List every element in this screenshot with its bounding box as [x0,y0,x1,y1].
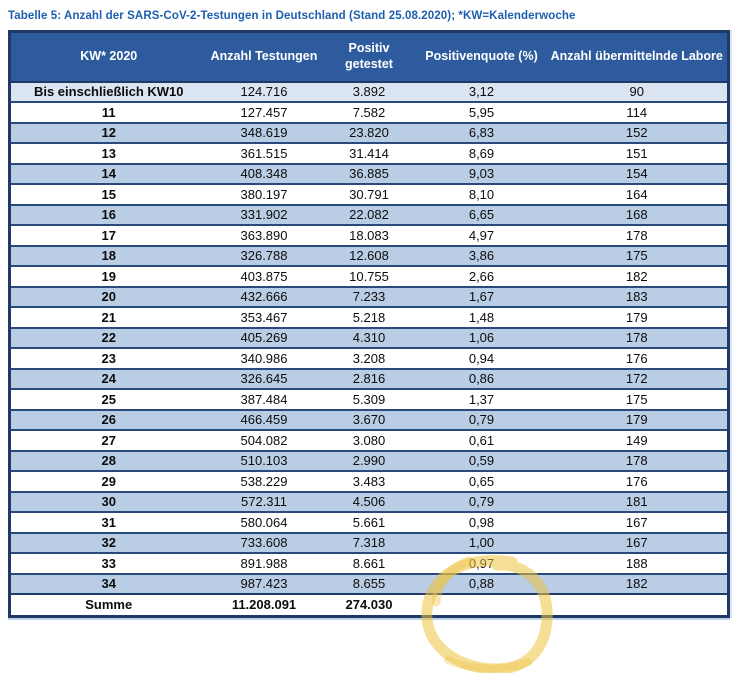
table-cell: 152 [547,123,729,144]
table-body [10,82,729,617]
table-cell: 733.608 [207,533,322,554]
table-row [10,369,729,390]
column-header-positiv-getestet: Positiv getestet [322,32,417,82]
table-cell: 0,65 [417,471,547,492]
table-cell: 22 [10,328,207,349]
table-cell: 31.414 [322,143,417,164]
table-row [10,123,729,144]
table-cell: 6,83 [417,123,547,144]
table-cell: 176 [547,471,729,492]
table-cell: 33 [10,553,207,574]
table-cell: 504.082 [207,430,322,451]
column-header-kw: KW* 2020 [10,32,207,82]
table-cell: 0,79 [417,492,547,513]
table-cell: 181 [547,492,729,513]
summary-row [10,594,729,616]
table-cell: 178 [547,328,729,349]
table-cell: 175 [547,246,729,267]
column-header-anzahl-testungen: Anzahl Testungen [207,32,322,82]
table-cell: 510.103 [207,451,322,472]
table-cell: 182 [547,574,729,595]
table-cell: 28 [10,451,207,472]
table-cell: 8.655 [322,574,417,595]
table-row [10,102,729,123]
table-cell: 363.890 [207,225,322,246]
table-cell: 340.986 [207,348,322,369]
table-cell: 2.990 [322,451,417,472]
table-cell: 27 [10,430,207,451]
table-cell: Summe [10,594,207,616]
table-row [10,82,729,103]
table-cell: 29 [10,471,207,492]
table-cell: 18 [10,246,207,267]
table-cell: 151 [547,143,729,164]
table-cell: 387.484 [207,389,322,410]
table-cell: 0,86 [417,369,547,390]
table-cell: 114 [547,102,729,123]
table-cell: 22.082 [322,205,417,226]
table-cell: 5,95 [417,102,547,123]
table-cell: 24 [10,369,207,390]
table-cell: 1,67 [417,287,547,308]
column-header-positivenquote: Positivenquote (%) [417,32,547,82]
table-cell: 182 [547,266,729,287]
table-row [10,512,729,533]
table-row [10,471,729,492]
table-cell: 12.608 [322,246,417,267]
table-cell: 179 [547,410,729,431]
table-cell: 3.208 [322,348,417,369]
table-cell: 408.348 [207,164,322,185]
table-cell: 8,10 [417,184,547,205]
table-cell: 20 [10,287,207,308]
table-cell: 0,79 [417,410,547,431]
table-cell: 3.483 [322,471,417,492]
table-row [10,451,729,472]
table-cell: 183 [547,287,729,308]
table-cell: 7.582 [322,102,417,123]
table-cell [417,594,547,616]
table-cell: 19 [10,266,207,287]
table-cell: 1,00 [417,533,547,554]
table-row [10,389,729,410]
table-cell: 178 [547,225,729,246]
table-cell: 167 [547,533,729,554]
table-cell: 1,06 [417,328,547,349]
header-row [10,32,729,82]
table-cell: 326.788 [207,246,322,267]
table-row [10,328,729,349]
table-cell: 432.666 [207,287,322,308]
table-cell: 188 [547,553,729,574]
table-cell: 1,37 [417,389,547,410]
table-row [10,307,729,328]
table-cell: 7.318 [322,533,417,554]
table-row [10,492,729,513]
column-header-labore: Anzahl übermittelnde Labore [547,32,729,82]
table-cell: 5.309 [322,389,417,410]
table-cell: Bis einschließlich KW10 [10,82,207,103]
table-cell: 3,12 [417,82,547,103]
table-cell: 172 [547,369,729,390]
table-row [10,533,729,554]
table-row [10,205,729,226]
table-cell: 9,03 [417,164,547,185]
table-cell: 987.423 [207,574,322,595]
table-cell: 21 [10,307,207,328]
table-cell: 8,69 [417,143,547,164]
table-row [10,164,729,185]
table-cell: 6,65 [417,205,547,226]
table-cell: 0,61 [417,430,547,451]
table-cell: 164 [547,184,729,205]
table-cell: 30 [10,492,207,513]
table-cell: 2.816 [322,369,417,390]
table-cell: 30.791 [322,184,417,205]
table-cell: 5.218 [322,307,417,328]
table-cell: 891.988 [207,553,322,574]
table-cell: 36.885 [322,164,417,185]
table-caption: Tabelle 5: Anzahl der SARS-CoV-2-Testungen in Deutschland (Stand 25.08.2020); *KW=Kalenderwoche [8,10,576,22]
table-cell: 127.457 [207,102,322,123]
table-cell: 353.467 [207,307,322,328]
table-cell: 176 [547,348,729,369]
table-cell: 0,98 [417,512,547,533]
table-cell: 2,66 [417,266,547,287]
table-row [10,348,729,369]
table-cell: 18.083 [322,225,417,246]
table-cell: 380.197 [207,184,322,205]
table-cell: 3.080 [322,430,417,451]
table-cell: 15 [10,184,207,205]
table-row [10,225,729,246]
table-cell: 403.875 [207,266,322,287]
table-cell: 3.670 [322,410,417,431]
table-cell: 8.661 [322,553,417,574]
table-cell: 11 [10,102,207,123]
table-row [10,184,729,205]
table-cell: 538.229 [207,471,322,492]
table-cell: 572.311 [207,492,322,513]
table-cell: 31 [10,512,207,533]
table-cell: 0,94 [417,348,547,369]
table-cell: 5.661 [322,512,417,533]
table-cell: 25 [10,389,207,410]
table-cell: 124.716 [207,82,322,103]
table-cell: 580.064 [207,512,322,533]
table-cell: 13 [10,143,207,164]
table-cell: 361.515 [207,143,322,164]
table-cell: 11.208.091 [207,594,322,616]
table-cell: 178 [547,451,729,472]
table-cell: 3.892 [322,82,417,103]
table-row [10,287,729,308]
table-row [10,143,729,164]
table-cell: 4,97 [417,225,547,246]
table-cell: 3,86 [417,246,547,267]
table-cell: 154 [547,164,729,185]
table-cell: 10.755 [322,266,417,287]
table-cell: 32 [10,533,207,554]
table-cell: 179 [547,307,729,328]
table-row [10,410,729,431]
table-cell: 16 [10,205,207,226]
table-row [10,266,729,287]
table-row [10,553,729,574]
table-cell: 23.820 [322,123,417,144]
table-cell: 0,59 [417,451,547,472]
table-cell: 331.902 [207,205,322,226]
table-cell: 0,88 [417,574,547,595]
table-cell: 149 [547,430,729,451]
table-row [10,574,729,595]
table-cell: 175 [547,389,729,410]
table-cell: 90 [547,82,729,103]
table-cell: 326.645 [207,369,322,390]
table-row [10,430,729,451]
table-cell: 4.506 [322,492,417,513]
table-cell: 7.233 [322,287,417,308]
table-cell: 17 [10,225,207,246]
table-cell: 12 [10,123,207,144]
table-cell: 466.459 [207,410,322,431]
testing-table [8,30,730,618]
table-cell: 23 [10,348,207,369]
table-cell: 4.310 [322,328,417,349]
table-cell: 405.269 [207,328,322,349]
table-cell [547,594,729,616]
table-cell: 167 [547,512,729,533]
table-cell: 1,48 [417,307,547,328]
table-row [10,246,729,267]
table-cell: 0,97 [417,553,547,574]
table-cell: 168 [547,205,729,226]
table-cell: 26 [10,410,207,431]
table-cell: 348.619 [207,123,322,144]
table-cell: 274.030 [322,594,417,616]
table-cell: 14 [10,164,207,185]
table-cell: 34 [10,574,207,595]
